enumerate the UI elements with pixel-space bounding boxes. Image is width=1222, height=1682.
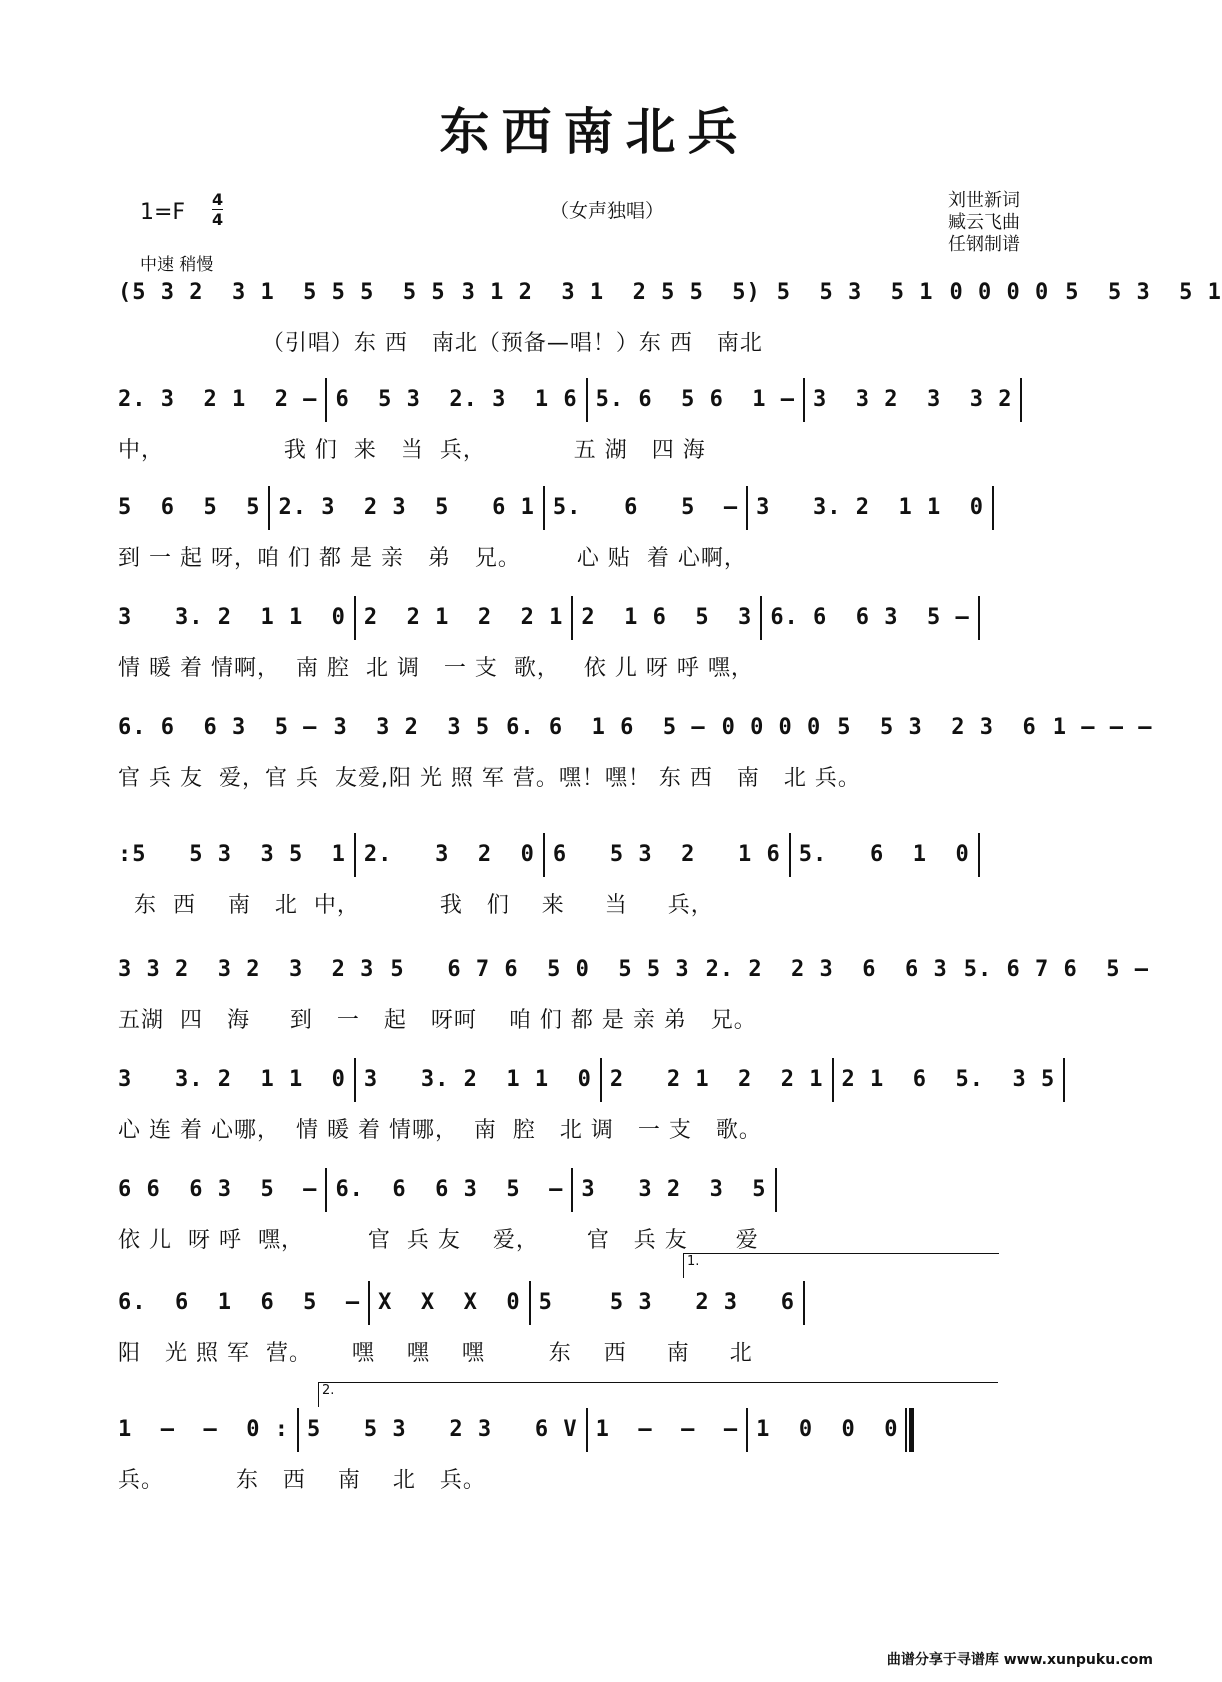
measure: 3 3 2 3 2 3 2 3 bbox=[118, 957, 375, 982]
barline bbox=[354, 1058, 356, 1102]
measure: 1 0 0 0 bbox=[756, 1417, 899, 1442]
measure: 5. 6 1 0 bbox=[798, 842, 970, 867]
measure: 2. 3 2 3 5 6 1 bbox=[278, 495, 535, 520]
measure: 5 6 7 6 5 0 5 5 3 bbox=[390, 957, 690, 982]
measure: 5. 6 7 6 5 – bbox=[963, 957, 1149, 982]
measure: 2. 3 2 1 2 – bbox=[118, 387, 318, 412]
end-barline bbox=[803, 1281, 805, 1325]
barline bbox=[268, 486, 270, 530]
measure: 6. 6 1 6 5 – bbox=[506, 715, 706, 740]
measure: 6. 6 6 3 5 – bbox=[770, 605, 970, 630]
measure: 5 5 3 2 3 6 V bbox=[306, 1417, 578, 1442]
measure: 1 – – – bbox=[595, 1417, 739, 1442]
end-barline bbox=[978, 833, 980, 877]
barline bbox=[586, 1408, 588, 1452]
barline bbox=[354, 833, 356, 877]
notation-row bbox=[118, 1405, 1078, 1455]
measure: 6. 6 1 6 5 – bbox=[118, 1290, 361, 1315]
barline bbox=[789, 833, 791, 877]
measure: 3 3 2 3 5 bbox=[581, 1177, 767, 1202]
notation-row bbox=[118, 593, 1078, 643]
measure: 0 0 0 0 bbox=[721, 715, 822, 740]
lyrics-line: 东 西 南 北 中， 我 们 来 当 兵， bbox=[118, 893, 714, 918]
lyrics-line: 阳 光 照 军 营。 嘿 嘿 嘿 东 西 南 北 bbox=[118, 1341, 753, 1366]
measure: 5. 6 5 – bbox=[552, 495, 739, 520]
transcriber-credit: 任钢制谱 bbox=[948, 234, 1020, 255]
measure: X X X 0 bbox=[378, 1290, 521, 1315]
measure: 0 0 0 0 bbox=[949, 280, 1050, 305]
lyrics-line: 兵。 东 西 南 北 兵。 bbox=[118, 1468, 486, 1493]
notation-row bbox=[118, 1055, 1078, 1105]
end-barline bbox=[978, 596, 980, 640]
barline bbox=[325, 378, 327, 422]
measure: 2 1 6 5 3 bbox=[581, 605, 753, 630]
lyrics-line: 中， 我 们 来 当 兵， 五 湖 四 海 bbox=[118, 438, 706, 463]
measure: 6 5 3 2 1 6 bbox=[552, 842, 781, 867]
barline bbox=[571, 596, 573, 640]
measure: :5 5 3 3 5 1 bbox=[118, 842, 346, 867]
performer-note: （女声独唱） bbox=[550, 200, 665, 222]
notation-row bbox=[118, 268, 1222, 318]
lyrics-line: 心 连 着 心哪， 情 暖 着 情哪， 南 腔 北 调 一 支 歌。 bbox=[118, 1118, 762, 1143]
measure: 3 3. 2 1 1 0 bbox=[118, 1067, 346, 1092]
lyricist-credit: 刘世新词 bbox=[948, 190, 1020, 211]
measure: 2 1 6 5. 3 5 bbox=[841, 1067, 1056, 1092]
end-barline bbox=[1063, 1058, 1065, 1102]
barline bbox=[529, 1281, 531, 1325]
measure: 5 5 3 2 3 6 bbox=[837, 715, 1037, 740]
measure: 1 – – – bbox=[1052, 715, 1153, 740]
measure: 3 3. 2 1 1 0 bbox=[756, 495, 984, 520]
end-barline bbox=[905, 1408, 914, 1452]
measure: 6 6 6 3 5 – bbox=[118, 1177, 318, 1202]
lyrics-line: 官 兵 友 爱，官 兵 友爱,阳 光 照 军 营。嘿！嘿！ 东 西 南 北 兵。 bbox=[118, 766, 861, 791]
measure: 6 5 3 2. 3 1 6 bbox=[335, 387, 578, 412]
first-ending-bracket: 1. bbox=[683, 1253, 999, 1278]
measure: 2. 2 2 3 6 6 3 bbox=[705, 957, 948, 982]
barline bbox=[354, 596, 356, 640]
time-signature bbox=[212, 190, 223, 229]
end-barline bbox=[1020, 378, 1022, 422]
composer-credit: 臧云飞曲 bbox=[948, 212, 1020, 233]
measure: 5 6 5 5 bbox=[118, 495, 261, 520]
notation-row bbox=[118, 703, 1153, 753]
barline bbox=[600, 1058, 602, 1102]
measure: 6. 6 6 3 5 – bbox=[335, 1177, 564, 1202]
measure: 5 5 3 2 3 6 bbox=[538, 1290, 796, 1315]
lyrics-line: 到 一 起 呀，咱 们 都 是 亲 弟 兄。 心 贴 着 心啊， bbox=[118, 546, 747, 571]
lyrics-line: （引唱）东 西 南北（预备—唱！）东 西 南北 bbox=[118, 331, 763, 356]
barline bbox=[543, 833, 545, 877]
lyrics-line: 情 暖 着 情啊， 南 腔 北 调 一 支 歌， 依 儿 呀 呼 嘿， bbox=[118, 656, 754, 681]
measure: 3 3 2 3 3 2 bbox=[813, 387, 1013, 412]
measure: 3 3. 2 1 1 0 bbox=[118, 605, 346, 630]
notation-row bbox=[118, 1165, 1078, 1215]
measure: 2 2 1 2 2 1 bbox=[363, 605, 564, 630]
barline bbox=[746, 1408, 748, 1452]
notation-row bbox=[118, 483, 1078, 533]
barline bbox=[571, 1168, 573, 1212]
credits bbox=[948, 190, 1020, 256]
barline bbox=[803, 378, 805, 422]
measure: 2. 3 2 0 bbox=[363, 842, 535, 867]
barline bbox=[832, 1058, 834, 1102]
second-ending-bracket: 2. bbox=[318, 1382, 998, 1407]
barline bbox=[543, 486, 545, 530]
measure: 5 5 3 5 1 bbox=[776, 280, 934, 305]
measure: 3 3 2 3 5 bbox=[333, 715, 491, 740]
key-signature: 1=F bbox=[140, 200, 186, 225]
barline bbox=[325, 1168, 327, 1212]
measure: 1 – – 0 : bbox=[118, 1417, 289, 1442]
end-barline bbox=[775, 1168, 777, 1212]
lyrics-line: 五湖 四 海 到 一 起 呀呵 咱 们 都 是 亲 弟 兄。 bbox=[118, 1008, 757, 1033]
barline bbox=[760, 596, 762, 640]
measure: 3 1 2 3 1 2 5 5 5) bbox=[461, 280, 761, 305]
end-barline bbox=[992, 486, 994, 530]
notation-row bbox=[118, 945, 1149, 995]
measure: (5 3 2 3 1 5 5 5 5 5 bbox=[118, 280, 446, 305]
notation-row bbox=[118, 830, 1078, 880]
measure: 6. 6 6 3 5 – bbox=[118, 715, 318, 740]
source-footer: 曲谱分享于寻谱库 www.xunpuku.com bbox=[886, 1652, 1153, 1668]
tempo-marking: 中速 稍慢 bbox=[140, 255, 214, 275]
notation-row bbox=[118, 375, 1078, 425]
barline bbox=[297, 1408, 299, 1452]
measure: 5 5 3 5 1 bbox=[1065, 280, 1222, 305]
song-title: 东西南北兵 bbox=[439, 102, 750, 161]
meter-bottom: 4 bbox=[212, 210, 224, 229]
barline bbox=[746, 486, 748, 530]
measure: 5. 6 5 6 1 – bbox=[595, 387, 796, 412]
notation-row bbox=[118, 1278, 1078, 1328]
measure: 3 3. 2 1 1 0 bbox=[363, 1067, 592, 1092]
barline bbox=[368, 1281, 370, 1325]
barline bbox=[586, 378, 588, 422]
lyrics-line: 依 儿 呀 呼 嘿， 官 兵 友 爱， 官 兵 友 爱 bbox=[118, 1228, 759, 1253]
measure: 2 2 1 2 2 1 bbox=[609, 1067, 824, 1092]
meter-top: 4 bbox=[212, 190, 224, 209]
